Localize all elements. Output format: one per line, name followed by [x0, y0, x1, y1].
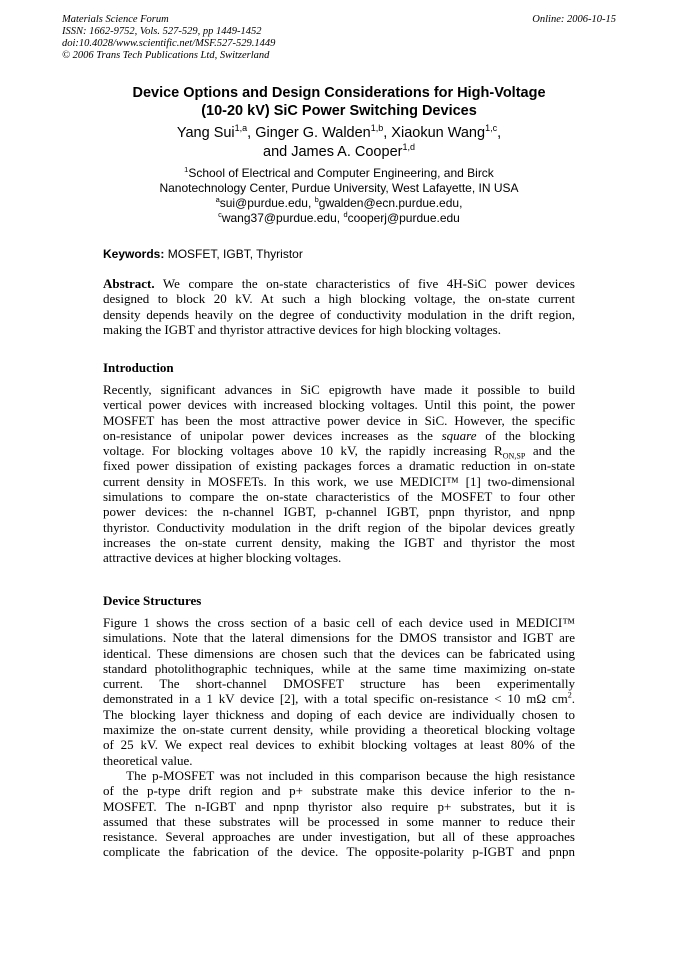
author-sup: 1,b	[370, 123, 384, 134]
text-line	[103, 443, 575, 461]
email-sup: c	[218, 210, 222, 219]
affiliation-line-2: Nanotechnology Center, Purdue University, West Lafayette, IN USA	[159, 181, 519, 195]
text-line: simulations to compare the on-state characteristics of the MOSFET to four other	[103, 489, 575, 505]
paper-title	[60, 84, 618, 120]
author-wang: Xiaokun Wang	[391, 125, 486, 141]
subscript: ON,SP	[502, 451, 526, 461]
text-line: thyristor. Conductivity modulation in the drift region of the bipolar devices greatly	[103, 519, 575, 535]
text-line: vertical power devices with increased blocking voltages. Until this point, the power	[103, 397, 575, 413]
keywords-label: Keywords:	[103, 247, 165, 261]
text-line	[103, 428, 575, 443]
email-sup: d	[343, 210, 348, 219]
online-date: Online: 2006-10-15	[532, 14, 616, 25]
author-separator: ,	[247, 125, 256, 141]
text-line: standard photolithographic techniques, while at the same time maximizing on-state	[103, 660, 575, 676]
keywords-value: MOSFET, IGBT, Thyristor	[164, 247, 303, 261]
author-sup: 1,a	[234, 123, 248, 134]
keywords	[103, 247, 618, 261]
email-line-1	[60, 196, 618, 211]
email-sui: sui@purdue.edu,	[219, 196, 315, 210]
author-line-1	[60, 124, 618, 143]
abstract	[103, 276, 575, 337]
title-line-1: Device Options and Design Considerations for High-Voltage	[132, 85, 546, 101]
text-line: assumed that these substrates will be processed in some manner to reduce their	[103, 813, 575, 829]
text-line: maximize the on-state current density, while providing a theoretical blocking voltage	[103, 722, 575, 738]
text-line: Recently, significant advances in SiC epigrowth have made it possible to build	[103, 382, 575, 397]
text-fragment: voltage. For blocking voltages above 10 kV, the rapidly increasing R	[103, 443, 503, 459]
text-line: resistance. Several approaches are under investigation, but all of these approaches	[103, 829, 575, 845]
text-line: power devices: the n-channel IGBT, p-channel IGBT, pnpn thyristor, and npnp	[103, 504, 575, 520]
text-line: Figure 1 shows the cross section of a basic cell of each device used in MEDICI™	[103, 615, 575, 630]
text-fragment: .	[571, 691, 575, 707]
author-sup: 1,d	[402, 142, 415, 153]
text-line: MOSFET has been the most attractive power device in SiC. However, the specific	[103, 412, 575, 428]
affiliation-sup: 1	[184, 165, 189, 174]
abstract-label: Abstract.	[103, 276, 155, 291]
email-cooper: cooperj@purdue.edu	[347, 211, 460, 225]
text-line: increases the on-state current density, making the IGBT and thyristor the most	[103, 534, 575, 550]
text-line: identical. These dimensions are chosen such that the devices can be fabricated using	[103, 645, 575, 661]
email-sup: b	[314, 195, 319, 204]
introduction-body	[103, 382, 575, 566]
affiliation-block	[60, 166, 618, 226]
doi-line: doi:10.4028/www.scientific.net/MSF.527-529.1449	[62, 38, 276, 49]
text-line: current. The short-channel DMOSFET structure has been experimentally	[103, 676, 575, 692]
page-header	[62, 14, 616, 62]
text-line: current density in MOSFETs. In this work, we use MEDICI™ [1] two-dimensional	[103, 473, 575, 489]
abstract-text: We compare the on-state characteristics of five 4H-SiC power devices	[154, 276, 575, 291]
abstract-line: making the IGBT and thyristor attractive devices for high blocking voltages.	[103, 321, 501, 337]
email-walden: gwalden@ecn.purdue.edu,	[318, 196, 463, 210]
author-separator: ,	[383, 125, 392, 141]
text-fragment: demonstrated in a 1 kV device [2], with a total specific on-resistance < 10 mΩ cm	[103, 691, 568, 707]
text-line: of 25 kV. We expect real devices to exhibit blocking voltages at least 80% of the	[103, 737, 575, 753]
text-line: complicate the fabrication of the device. The opposite-polarity p-IGBT and pnpn	[103, 844, 575, 860]
text-fragment: on-resistance of unipolar power devices increases as the	[103, 427, 442, 443]
text-line: theoretical value.	[103, 752, 193, 768]
device-structures-body	[103, 615, 575, 860]
text-line	[103, 691, 575, 706]
author-sui: Yang Sui	[176, 125, 235, 141]
text-line: The p-MOSFET was not included in this comparison because the high resistance	[103, 767, 575, 783]
title-line-2: (10-20 kV) SiC Power Switching Devices	[201, 103, 477, 119]
emphasis: square	[441, 427, 477, 443]
text-line: of the p-type drift region and p+ substrate make this device inferior to the n-	[103, 783, 575, 799]
text-fragment: of the blocking	[476, 427, 575, 443]
abstract-line: designed to block 20 kV. At such a high blocking voltage, the on-state current	[103, 291, 575, 307]
author-walden: Ginger G. Walden	[255, 125, 371, 141]
author-cooper: and James A. Cooper	[263, 144, 403, 160]
text-fragment: and the	[525, 443, 575, 459]
copyright-line: © 2006 Trans Tech Publications Ltd, Switzerland	[62, 50, 270, 61]
abstract-line	[103, 276, 575, 291]
affiliation-text: School of Electrical and Computer Engineering, and Birck	[188, 166, 494, 180]
email-wang: wang37@purdue.edu,	[221, 211, 344, 225]
superscript: 2	[567, 691, 572, 701]
device-structures-heading: Device Structures	[103, 593, 202, 608]
affiliation-line-1	[60, 166, 618, 181]
author-line-2	[60, 143, 618, 162]
issn-line: ISSN: 1662-9752, Vols. 527-529, pp 1449-1452	[62, 26, 262, 37]
text-line: simulations. Note that the lateral dimensions for the DMOS transistor and IGBT are	[103, 630, 575, 646]
email-line-2	[60, 211, 618, 226]
text-line: fixed power dissipation of existing packages forces a dramatic reduction in on-state	[103, 458, 575, 474]
introduction-heading: Introduction	[103, 360, 174, 375]
text-line: The blocking layer thickness and doping of each device are individually chosen to	[103, 706, 575, 722]
author-sup: 1,c	[485, 123, 498, 134]
author-list	[60, 124, 618, 162]
abstract-line: density depends heavily on the degree of conductivity modulation in the drift region,	[103, 306, 575, 322]
text-line: attractive devices at higher blocking voltages.	[103, 550, 342, 566]
journal-name: Materials Science Forum	[62, 14, 169, 25]
email-sup: a	[215, 195, 220, 204]
author-separator: ,	[497, 125, 502, 141]
text-line: MOSFET. The n-IGBT and npnp thyristor also require p+ substrates, but it is	[103, 798, 575, 814]
